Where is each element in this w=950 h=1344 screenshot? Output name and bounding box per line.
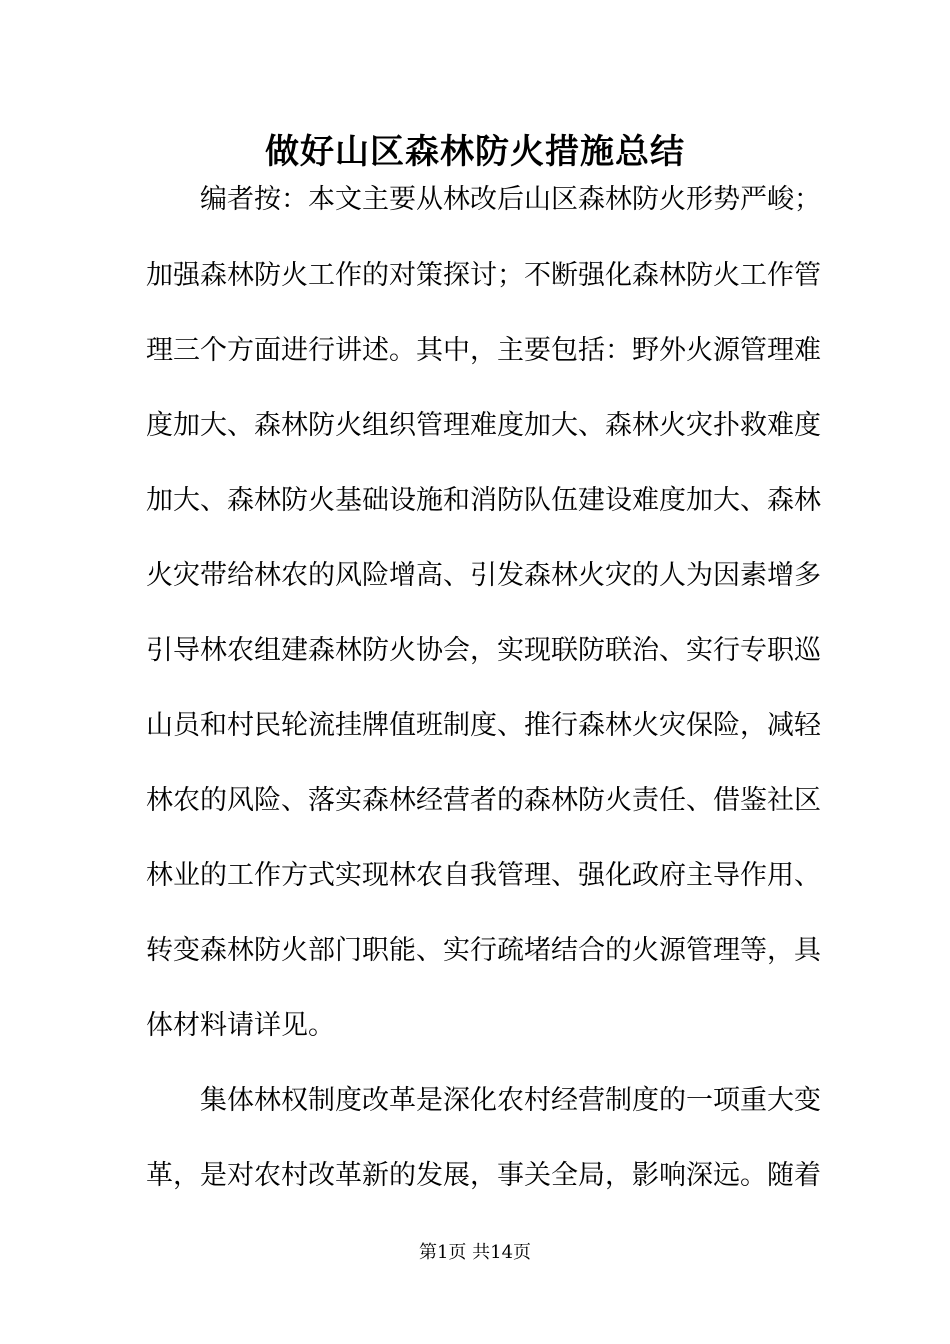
paragraph-line-2: 革，是对农村改革新的发展，事关全局，影响深远。随着: [146, 1160, 821, 1191]
page-footer: 第1页 共14页: [418, 1242, 532, 1263]
editor-note-line-5: 加大、森林防火基础设施和消防队伍建设难度加大、森林: [146, 485, 821, 516]
editor-note-line-1: 编者按：本文主要从林改后山区森林防火形势严峻；: [200, 184, 821, 215]
editor-note-line-7: 引导林农组建森林防火协会，实现联防联治、实行专职巡: [146, 635, 821, 666]
editor-note-line-9: 林农的风险、落实森林经营者的森林防火责任、借鉴社区: [146, 785, 821, 816]
editor-note-line-11: 转变森林防火部门职能、实行疏堵结合的火源管理等，具: [146, 935, 821, 966]
editor-note-line-2: 加强森林防火工作的对策探讨；不断强化森林防火工作管: [146, 260, 821, 291]
editor-note-line-6: 火灾带给林农的风险增高、引发森林火灾的人为因素增多: [146, 560, 821, 591]
editor-note-line-8: 山员和村民轮流挂牌值班制度、推行森林火灾保险，减轻: [146, 710, 821, 741]
editor-note-line-10: 林业的工作方式实现林农自我管理、强化政府主导作用、: [146, 860, 821, 891]
paragraph-line-1: 集体林权制度改革是深化农村经营制度的一项重大变: [200, 1085, 821, 1116]
editor-note-line-12: 体材料请详见。: [146, 1010, 335, 1041]
editor-note-line-3: 理三个方面进行讲述。其中，主要包括：野外火源管理难: [146, 335, 821, 366]
editor-note-line-4: 度加大、森林防火组织管理难度加大、森林火灾扑救难度: [146, 410, 821, 441]
document-title: 做好山区森林防火措施总结: [265, 132, 685, 172]
